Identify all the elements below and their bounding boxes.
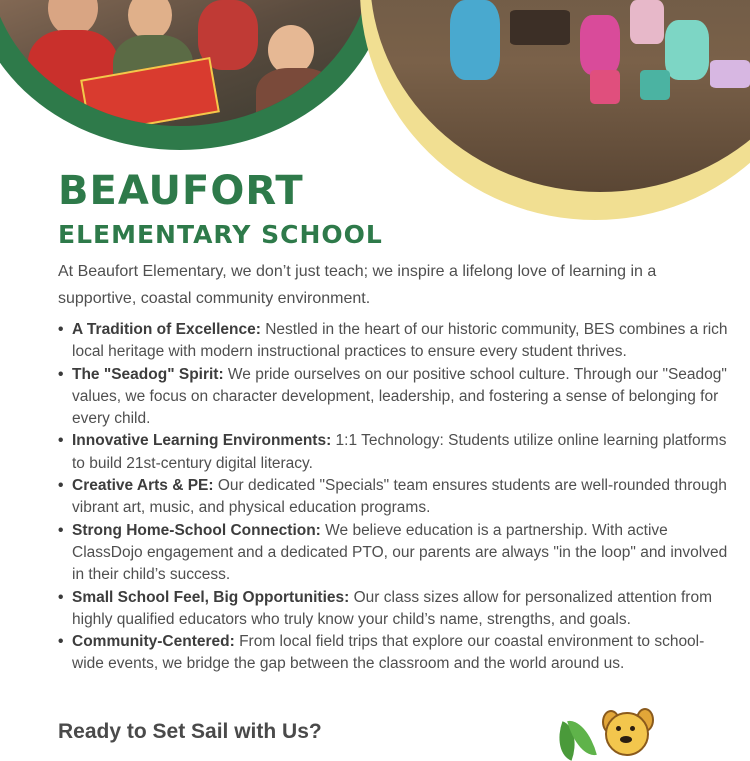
feature-text: From local field trips that explore our coastal environment to school-wide events, we bridge the gap between the classroom and the world around us. [72, 633, 705, 673]
school-name-title: BEAUFORT [58, 168, 304, 214]
list-item [72, 587, 732, 632]
list-item [72, 430, 732, 475]
students-reading-photo [0, 0, 390, 150]
list-item [72, 520, 732, 587]
feature-text: Our class sizes allow for personalized attention from highly qualified educators who truly know your child’s name, strengths, and goals. [72, 588, 712, 628]
feature-text: We pride ourselves on our positive school culture. Through our "Seadog" values, we focus on character development, leadership, and fostering a sense of belonging for every child. [72, 365, 727, 428]
list-item [72, 475, 732, 520]
students-backpacks-photo [360, 0, 750, 220]
feature-text: We believe education is a partnership. With active ClassDojo engagement and a dedicated PTO, our parents are always "in the loop" and involved in their child’s success. [72, 521, 728, 584]
call-to-action-heading: Ready to Set Sail with Us? [58, 720, 322, 743]
list-item [72, 364, 732, 431]
feature-list [58, 319, 732, 676]
list-item [72, 319, 732, 364]
feature-label: The "Seadog" Spirit: [72, 365, 224, 383]
list-item [72, 631, 732, 676]
feature-text: Our dedicated "Specials" team ensures students are well-rounded through vibrant art, music, and physical education programs. [72, 477, 727, 517]
intro-paragraph: At Beaufort Elementary, we don’t just teach; we inspire a lifelong love of learning in a supportive, coastal community environment. [58, 263, 657, 307]
feature-label: Innovative Learning Environments: [72, 432, 332, 450]
feature-label: Strong Home-School Connection: [72, 521, 321, 539]
feature-label: A Tradition of Excellence: [72, 321, 261, 338]
feature-text: Nestled in the heart of our historic community, BES combines a rich local heritage with modern instructional practices to ensure every student thrives. [72, 321, 728, 361]
feature-label: Community-Centered: [72, 633, 235, 651]
school-subtitle: ELEMENTARY SCHOOL [58, 220, 383, 249]
feature-label: Creative Arts & PE: [72, 477, 214, 495]
feature-text: 1:1 Technology: Students utilize online learning platforms to build 21st-century digital literacy. [72, 432, 727, 472]
feature-label: Small School Feel, Big Opportunities: [72, 588, 350, 606]
